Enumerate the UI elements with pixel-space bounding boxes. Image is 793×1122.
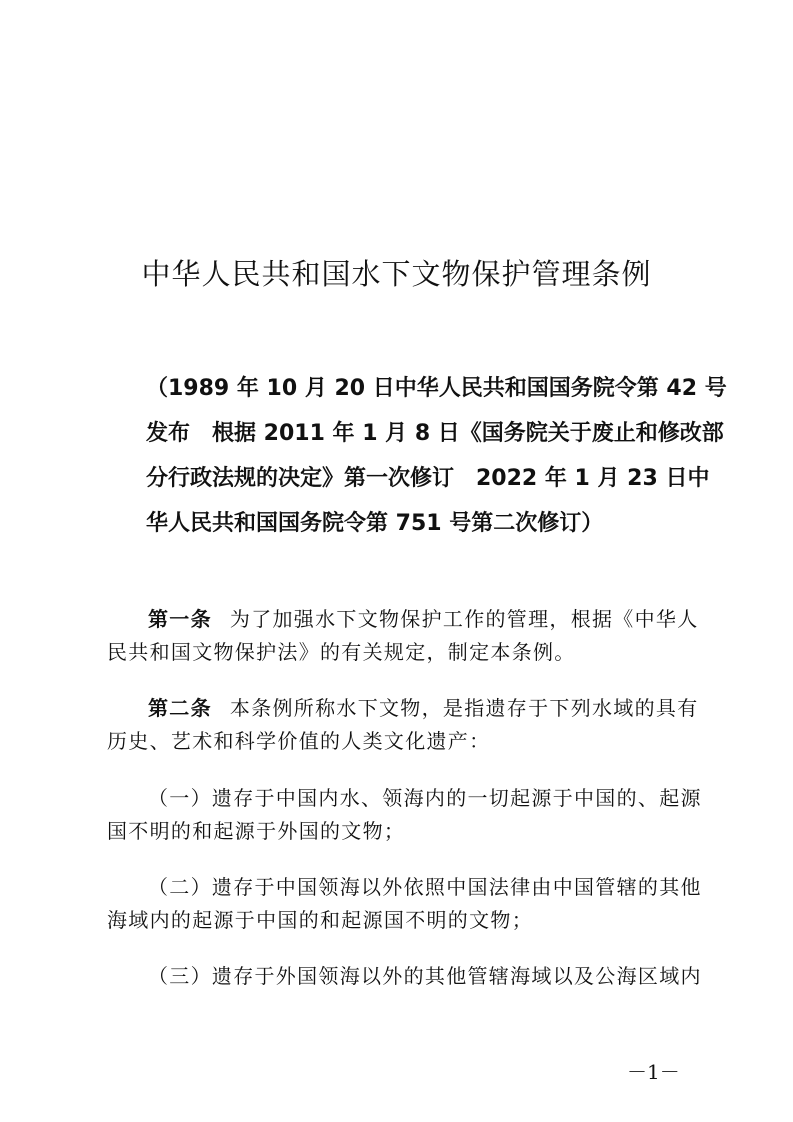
article-2-label: 第二条 [148, 696, 212, 720]
item-3-line-1: （三）遗存于外国领海以外的其他管辖海域以及公海区域内 [148, 964, 702, 988]
item-2-line-2: 海域内的起源于中国的和起源国不明的文物； [107, 908, 533, 932]
article-1-line-1 [107, 603, 697, 636]
item-1-line-2: 国不明的和起源于外国的文物； [107, 819, 406, 843]
article-1-label: 第一条 [148, 607, 212, 631]
item-3 [107, 960, 702, 993]
article-1 [107, 603, 697, 669]
article-2-text-1: 本条例所称水下文物，是指遗存于下列水域的具有 [229, 696, 699, 720]
article-1-line-2: 民共和国文物保护法》的有关规定，制定本条例。 [107, 640, 576, 664]
article-2-line-2: 历史、艺术和科学价值的人类文化遗产： [107, 729, 491, 753]
publication-note-line-4: 华人民共和国国务院令第 751 号第二次修订） [146, 511, 604, 536]
page-number: －1－ [627, 1060, 680, 1084]
item-2 [107, 871, 702, 937]
item-1 [107, 782, 702, 848]
publication-note-line-1: （1989 年 10 月 20 日中华人民共和国国务院令第 42 号 [146, 376, 727, 401]
item-1-line-1: （一）遗存于中国内水、领海内的一切起源于中国的、起源 [148, 786, 702, 810]
document-title: 中华人民共和国水下文物保护管理条例 [141, 257, 652, 291]
publication-note-line-3: 分行政法规的决定》第一次修订 2022 年 1 月 23 日中 [146, 466, 710, 491]
article-2-line-1 [107, 692, 697, 725]
item-2-line-1: （二）遗存于中国领海以外依照中国法律由中国管辖的其他 [148, 875, 702, 899]
article-2 [107, 692, 697, 758]
publication-note-line-2: 发布 根据 2011 年 1 月 8 日《国务院关于废止和修改部 [146, 421, 724, 446]
article-1-text-1: 为了加强水下文物保护工作的管理，根据《中华人 [229, 607, 699, 631]
